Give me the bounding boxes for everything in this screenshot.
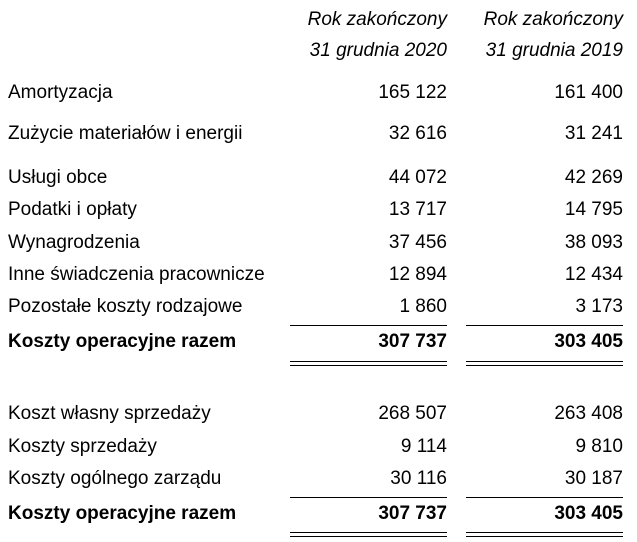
- total-row: [0, 331, 637, 357]
- subtotal-rule-2020: [290, 325, 447, 326]
- table-row: [0, 403, 637, 429]
- value-2020: 37 456: [388, 232, 447, 253]
- total-label: Koszty operacyjne razem: [8, 503, 237, 524]
- table-row: [0, 123, 637, 149]
- value-2020: 1 860: [399, 296, 447, 317]
- total-value-2020: 307 737: [378, 331, 447, 352]
- value-2019: 9 810: [575, 436, 623, 457]
- total-value-2019: 303 405: [554, 331, 623, 352]
- table-row: [0, 436, 637, 462]
- table-row: [0, 468, 637, 494]
- table-row: [0, 232, 637, 258]
- row-label: Zużycie materiałów i energii: [8, 123, 243, 144]
- value-2020: 44 072: [388, 167, 447, 188]
- total-value-2019: 303 405: [554, 503, 623, 524]
- row-label: Koszty ogólnego zarządu: [8, 468, 222, 489]
- value-2019: 3 173: [575, 296, 623, 317]
- row-label: Amortyzacja: [8, 82, 113, 103]
- value-2020: 30 116: [390, 468, 447, 489]
- subtotal-rule-2019: [466, 497, 623, 498]
- row-label: Koszty sprzedaży: [8, 436, 157, 457]
- value-2020: 9 114: [400, 436, 447, 457]
- value-2020: 165 122: [378, 82, 447, 103]
- value-2019: 38 093: [564, 232, 623, 253]
- value-2019: 263 408: [554, 403, 623, 424]
- row-label: Koszt własny sprzedaży: [8, 403, 211, 424]
- column-header-2019-line2: 31 grudnia 2019: [485, 40, 623, 61]
- value-2019: 161 400: [554, 82, 623, 103]
- total-value-2020: 307 737: [378, 503, 447, 524]
- column-header-2020-line1: Rok zakończony: [307, 9, 447, 30]
- table-row: [0, 296, 637, 322]
- table-row: [0, 167, 637, 193]
- table-row: [0, 199, 637, 225]
- subtotal-rule-2019: [466, 325, 623, 326]
- row-label: Wynagrodzenia: [8, 232, 140, 253]
- table-row: [0, 264, 637, 290]
- column-header-2019-line1: Rok zakończony: [483, 9, 623, 30]
- value-2019: 30 187: [564, 468, 623, 489]
- row-label: Inne świadczenia pracownicze: [8, 264, 265, 285]
- subtotal-rule-2020: [290, 497, 447, 498]
- value-2019: 14 795: [564, 199, 623, 220]
- value-2020: 268 507: [378, 403, 447, 424]
- row-label: Usługi obce: [8, 167, 108, 188]
- total-row: [0, 503, 637, 529]
- value-2020: 32 616: [388, 123, 447, 144]
- row-label: Pozostałe koszty rodzajowe: [8, 296, 243, 317]
- total-double-rule-2020: [290, 532, 447, 537]
- value-2020: 12 894: [388, 264, 447, 285]
- row-label: Podatki i opłaty: [8, 199, 137, 220]
- column-header-2020-line2: 31 grudnia 2020: [309, 40, 447, 61]
- value-2020: 13 717: [388, 199, 447, 220]
- value-2019: 12 434: [564, 264, 623, 285]
- table-row: [0, 82, 637, 108]
- total-double-rule-2020: [290, 361, 447, 366]
- value-2019: 31 241: [564, 123, 623, 144]
- total-double-rule-2019: [466, 532, 623, 537]
- total-label: Koszty operacyjne razem: [8, 331, 237, 352]
- total-double-rule-2019: [466, 361, 623, 366]
- value-2019: 42 269: [564, 167, 623, 188]
